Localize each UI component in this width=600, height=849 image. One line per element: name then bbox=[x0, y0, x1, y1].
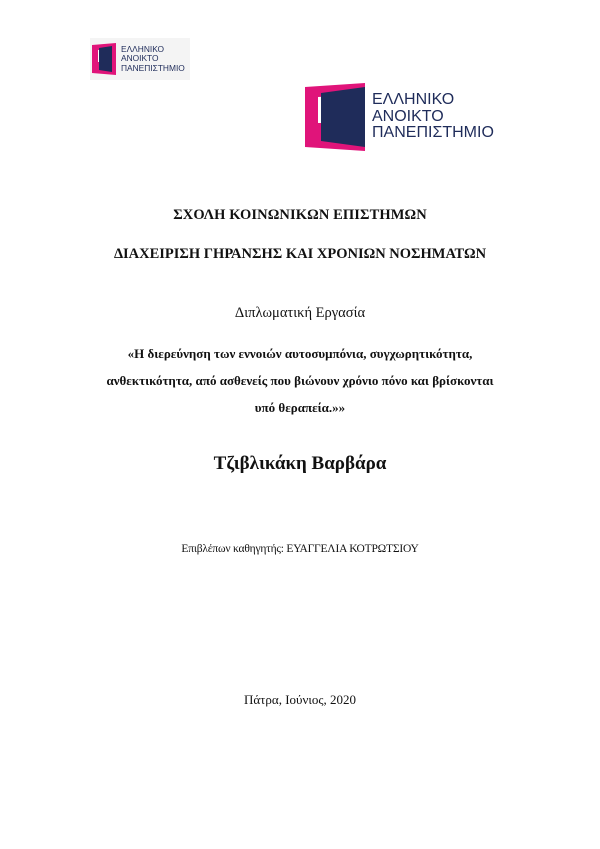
logo-line: ΕΛΛΗΝΙΚΟ bbox=[372, 90, 455, 108]
logo-line: ΑΝΟΙΚΤΟ bbox=[372, 107, 444, 125]
school-name: ΣΧΟΛΗ ΚΟΙΝΩΝΙΚΩΝ ΕΠΙΣΤΗΜΩΝ bbox=[173, 207, 427, 223]
document-type: Διπλωματική Εργασία bbox=[234, 305, 366, 321]
university-logo-large bbox=[303, 80, 503, 154]
university-emblem-icon bbox=[90, 42, 118, 76]
thesis-title-line: υπό θεραπεία.»» bbox=[254, 400, 346, 415]
thesis-title-line: «Η διερεύνηση των εννοιών αυτοσυμπόνια, συγχωρητικότητα, bbox=[127, 346, 473, 361]
program-name: ΔΙΑΧΕΙΡΙΣΗ ΓΗΡΑΝΣΗΣ ΚΑΙ ΧΡΟΝΙΩΝ ΝΟΣΗΜΑΤΩΝ bbox=[113, 246, 487, 262]
logo-line: ΑΝΟΙΚΤΟ bbox=[121, 53, 159, 64]
place-date: Πάτρα, Ιούνιος, 2020 bbox=[243, 692, 356, 707]
university-logo-small bbox=[90, 38, 190, 80]
thesis-title bbox=[70, 340, 530, 421]
logo-wordmark-large bbox=[372, 92, 494, 142]
logo-line: ΕΛΛΗΝΙΚΟ bbox=[121, 44, 165, 55]
university-emblem-icon bbox=[303, 81, 367, 153]
logo-line: ΠΑΝΕΠΙΣΤΗΜΙΟ bbox=[372, 124, 494, 142]
thesis-title-line: ανθεκτικότητα, από ασθενείς που βιώνουν χρόνιο πόνο και βρίσκονται bbox=[106, 373, 494, 388]
logo-line: ΠΑΝΕΠΙΣΤΗΜΙΟ bbox=[121, 62, 185, 73]
author-name: Τζιβλικάκη Βαρβάρα bbox=[213, 453, 387, 474]
supervisor-line: Επιβλέπων καθηγητής: ΕΥΑΓΓΕΛΙΑ ΚΟΤΡΩΤΣΙΟΥ bbox=[181, 543, 419, 555]
logo-wordmark-small bbox=[121, 45, 185, 72]
